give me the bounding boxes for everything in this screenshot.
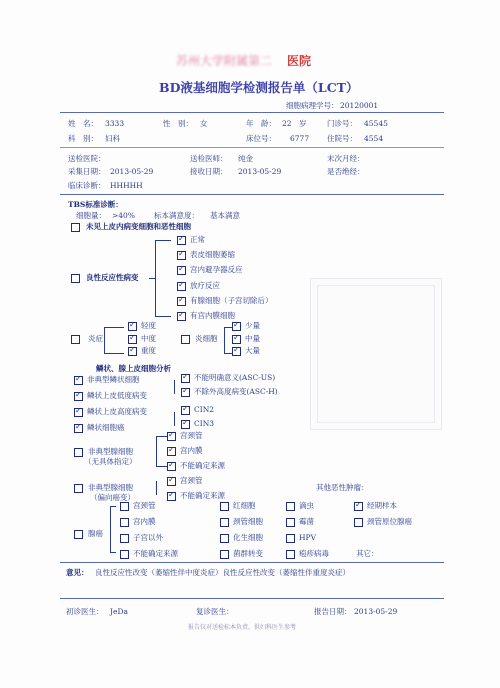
dept-label: 科 别： <box>68 134 98 143</box>
benign-label-1: 表皮细胞萎缩 <box>190 250 235 260</box>
receive-label: 接收日期： <box>190 167 228 176</box>
inflam-cells-checkbox[interactable] <box>181 335 190 344</box>
footer-note: 报告仅对送检标本负责，供妇科医生参考 <box>188 624 297 631</box>
squamous-label-3: 鳞状细胞癌 <box>87 423 125 432</box>
cin-label-1: CIN3 <box>194 419 215 428</box>
menopause-label: 是否绝经： <box>327 167 365 176</box>
opinion-label: 意见： <box>66 568 89 577</box>
benign-checkbox-5[interactable] <box>177 312 186 321</box>
benign-checkbox-3[interactable] <box>177 282 186 291</box>
ascus-label-1: 不除外高度病变(ASC-H) <box>194 387 278 396</box>
cell-amount-value: >40% <box>112 211 135 220</box>
report-date-label: 报告日期： <box>314 607 352 616</box>
agc-nos-label: 非典型腺细胞 <box>88 447 133 456</box>
agc-neo-checkbox[interactable] <box>74 484 83 493</box>
age-label: 年 龄： <box>246 119 276 128</box>
squamous-checkbox-2[interactable] <box>74 408 83 417</box>
benign-checkbox-2[interactable] <box>177 266 186 275</box>
inflam-level-label-1: 中度 <box>141 333 156 343</box>
agc-nos-checkbox-2[interactable] <box>167 462 176 471</box>
adeno-checkbox-1[interactable] <box>120 518 129 527</box>
agc-nos-checkbox-1[interactable] <box>167 447 176 456</box>
adeno-label-0: 宫颈管 <box>133 501 156 510</box>
cytology-image-placeholder <box>310 278 442 430</box>
inflam-bracket <box>104 327 105 353</box>
tbs-title: TBS标准诊断： <box>68 200 123 209</box>
misc3-label-2: HPV <box>299 533 317 542</box>
other-tumor-label: 其他恶性肿瘤： <box>316 483 369 492</box>
agc-neo-sub: （偏向癌变） <box>90 493 135 502</box>
agc-nos-checkbox[interactable] <box>74 448 83 457</box>
ascus-label-0: 不能明确意义(ASC-US) <box>194 373 276 382</box>
clinic-label: 门诊号： <box>327 119 357 128</box>
adeno-label-1: 宫内膜 <box>133 517 156 526</box>
cell-amount-label: 细胞量： <box>76 211 106 220</box>
misc2-label-1: 颈管细胞 <box>233 517 263 526</box>
doctor-value: 纯金 <box>238 154 253 163</box>
agc-neo-label: 非典型腺细胞 <box>88 483 133 492</box>
inflam-amount-label-1: 中量 <box>245 333 260 343</box>
pathology-no-label: 细胞病理学号： <box>286 101 339 110</box>
agc-neo-checkbox-0[interactable] <box>167 477 176 486</box>
agc-nos-label-0: 宫颈管 <box>180 431 203 440</box>
misc2-label-3: 菌群转变 <box>233 549 263 558</box>
misc3-checkbox-3[interactable] <box>286 550 295 559</box>
misc2-checkbox-0[interactable] <box>220 502 229 511</box>
squamous-label-1: 鳞状上皮低度病变 <box>87 391 147 400</box>
divider-sample <box>60 194 444 195</box>
satisfaction-value: 基本满意 <box>210 211 240 220</box>
inpatient-label: 住院号： <box>327 134 357 143</box>
squamous-checkbox-3[interactable] <box>74 424 83 433</box>
inflam-amount-checkbox-2[interactable] <box>232 347 241 356</box>
review-doctor-label: 复诊医生： <box>196 607 234 616</box>
report-title: BD液基细胞学检测报告单（LCT） <box>159 80 359 95</box>
benign-checkbox-4[interactable] <box>177 297 186 306</box>
collect-value: 2013-05-29 <box>110 167 154 176</box>
hospital-label: 送检医院： <box>68 154 106 163</box>
divider-tbs <box>60 562 444 563</box>
inflam-level-label-2: 重度 <box>141 346 156 355</box>
squamous-title: 鳞状、腺上皮细胞分析 <box>96 364 171 373</box>
misc3-checkbox-0[interactable] <box>286 502 295 511</box>
inflam-level-checkbox-1[interactable] <box>128 335 137 344</box>
agc-neo-label-1: 不能确定来源 <box>180 491 225 500</box>
benign-label-0: 正常 <box>190 235 205 244</box>
misc2-checkbox-1[interactable] <box>220 518 229 527</box>
misc3-label-3: 疱疹病毒 <box>299 549 329 558</box>
benign-checkbox-1[interactable] <box>177 251 186 260</box>
inflammation-checkbox[interactable] <box>71 335 80 344</box>
benign-checkbox[interactable] <box>71 274 80 283</box>
inflammation-label: 炎症 <box>88 334 103 343</box>
benign-label: 良性反应性病变 <box>86 273 139 282</box>
inflam-amount-checkbox-0[interactable] <box>232 322 241 331</box>
squamous-checkbox-1[interactable] <box>74 392 83 401</box>
squamous-checkbox-0[interactable] <box>74 376 83 385</box>
benign-label-5: 有宫内膜细胞 <box>190 311 235 320</box>
benign-checkbox-0[interactable] <box>177 236 186 245</box>
sex-value: 女 <box>200 119 208 128</box>
cin-checkbox-1[interactable] <box>181 420 190 429</box>
misc4-checkbox-0[interactable] <box>354 502 363 511</box>
hospital-name-blurred: 苏州大学附属第二 <box>176 54 273 68</box>
misc2-label-2: 化生细胞 <box>233 533 263 542</box>
clinic-value: 45545 <box>364 119 388 128</box>
report-date: 2013-05-29 <box>354 607 398 616</box>
misc2-checkbox-2[interactable] <box>220 534 229 543</box>
age-value: 22 岁 <box>282 119 307 128</box>
ascus-checkbox-1[interactable] <box>181 388 190 397</box>
misc3-checkbox-2[interactable] <box>286 534 295 543</box>
inflam-cells-label: 炎细胞 <box>195 334 218 343</box>
benign-label-4: 有腺细胞（子宫切除后） <box>190 295 273 305</box>
initial-doctor-label: 初诊医生： <box>66 607 104 616</box>
satisfaction-label: 标本满意度： <box>154 211 199 220</box>
inflam-amount-label-0: 少量 <box>245 321 260 330</box>
no-lesion-label: 未见上皮内病变细胞和恶性细胞 <box>86 222 191 231</box>
misc4-checkbox-1[interactable] <box>354 518 363 527</box>
misc4-label-0: 经期样本 <box>367 501 397 510</box>
cin-checkbox-0[interactable] <box>181 406 190 415</box>
collect-label: 采集日期： <box>68 167 106 176</box>
divider-top <box>60 112 444 113</box>
agc-neo-label-0: 宫颈管 <box>180 476 203 485</box>
inflam-amount-checkbox-1[interactable] <box>232 335 241 344</box>
adeno-checkbox-2[interactable] <box>120 534 129 543</box>
other-label: 其它： <box>356 549 379 558</box>
misc3-checkbox-1[interactable] <box>286 518 295 527</box>
opinion-text: 良性反应性改变（萎缩性伴中度炎症）良性反应性改变（萎缩性伴重度炎症） <box>95 568 350 577</box>
initial-doctor: JeDa <box>110 607 128 616</box>
inflam-level-checkbox-0[interactable] <box>128 322 137 331</box>
misc4-label-1: 颈管原位腺癌 <box>367 517 412 526</box>
squamous-label-0: 非典型鳞状细胞 <box>87 375 140 384</box>
diag-value: HHHHH <box>110 181 143 190</box>
adeno-label-2: 子宫以外 <box>133 533 163 542</box>
no-lesion-checkbox[interactable] <box>71 223 80 232</box>
pathology-no: 20120001 <box>340 101 379 110</box>
lmp-label: 末次月经： <box>327 154 365 163</box>
misc3-label-1: 霉菌 <box>299 517 314 526</box>
bed-label: 床位号： <box>246 134 276 143</box>
receive-value: 2013-05-29 <box>238 167 282 176</box>
cin-label-0: CIN2 <box>194 405 215 414</box>
inflam-amount-label-2: 大量 <box>245 346 260 355</box>
benign-bracket <box>155 240 156 316</box>
adeno-checkbox-3[interactable] <box>120 550 129 559</box>
inflam-level-label-0: 轻度 <box>141 321 156 330</box>
misc2-checkbox-3[interactable] <box>220 550 229 559</box>
doctor-label: 送检医师： <box>190 154 228 163</box>
benign-label-3: 放疗反应 <box>190 280 220 290</box>
name-value: 3333 <box>105 119 125 128</box>
diag-label: 临床诊断： <box>68 181 106 190</box>
hospital-name-suffix: 医院 <box>287 54 312 68</box>
adeno-checkbox-0[interactable] <box>120 502 129 511</box>
misc3-label-0: 滴虫 <box>299 501 314 510</box>
adenocarcinoma-label: 腺癌 <box>88 529 103 538</box>
adenocarcinoma-checkbox[interactable] <box>74 530 83 539</box>
benign-label-2: 宫内避孕器反应 <box>190 265 243 275</box>
agc-nos-checkbox-0[interactable] <box>167 432 176 441</box>
agc-nos-label-2: 不能确定来源 <box>180 461 225 470</box>
divider-opinion <box>60 598 444 599</box>
adeno-label-3: 不能确定来源 <box>133 549 178 558</box>
inflam-level-checkbox-2[interactable] <box>128 347 137 356</box>
agc-nos-label-1: 宫内膜 <box>180 446 203 455</box>
bed-value: 6777 <box>290 134 310 143</box>
ascus-checkbox-0[interactable] <box>181 374 190 383</box>
misc2-label-0: 红细胞 <box>233 501 256 510</box>
inpatient-value: 4554 <box>364 134 384 143</box>
dept-value: 妇科 <box>105 134 120 143</box>
name-label: 姓 名： <box>68 119 98 128</box>
agc-neo-checkbox-1[interactable] <box>167 492 176 501</box>
agc-nos-sub: （无具体指定） <box>84 457 137 466</box>
sex-label: 性 别： <box>163 119 193 128</box>
divider-patient <box>60 147 444 148</box>
inflam-cells-bracket <box>224 327 225 353</box>
squamous-label-2: 鳞状上皮高度病变 <box>87 407 147 416</box>
